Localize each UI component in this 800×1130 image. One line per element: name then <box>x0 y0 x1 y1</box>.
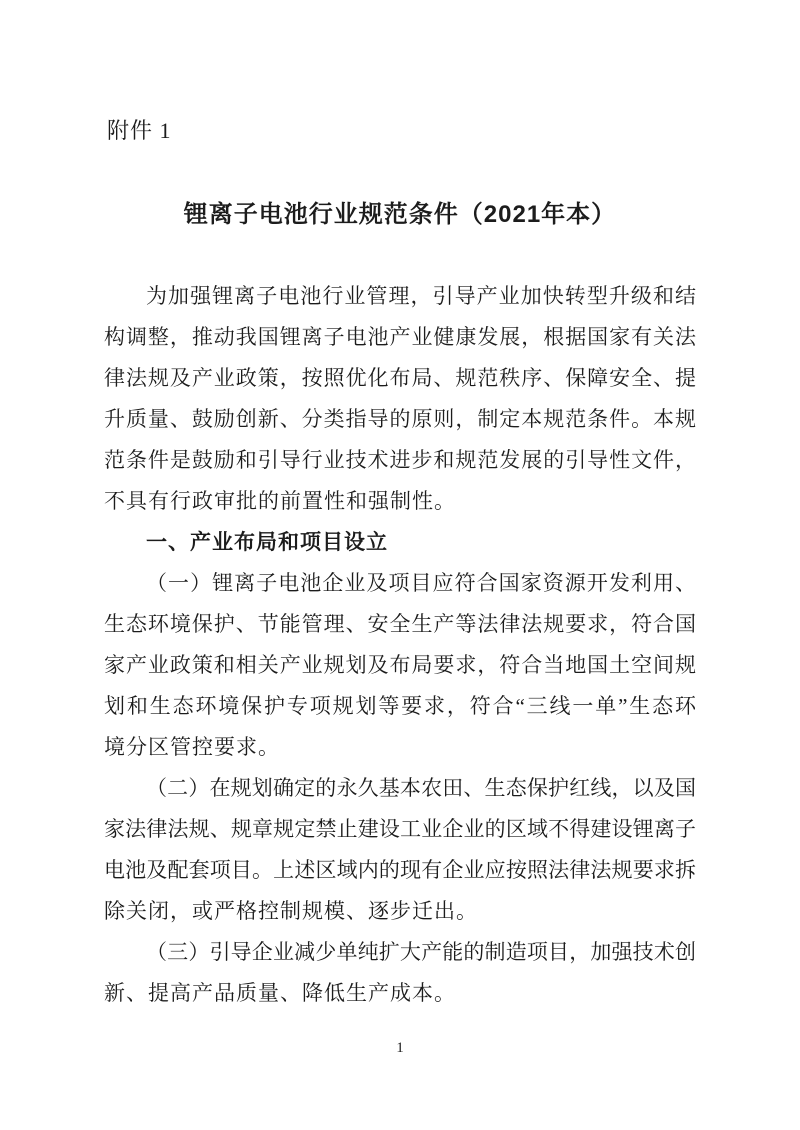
item2-paragraph-line: 电池及配套项目。上述区域内的现有企业应按照法律法规要求拆 <box>104 858 696 882</box>
page-number: 1 <box>396 1040 404 1056</box>
attachment-label: 附件 1 <box>107 118 172 143</box>
item2-paragraph-line: （二）在规划确定的永久基本农田、生态保护红线，以及国 <box>146 776 696 800</box>
item3-paragraph-line: （三）引导企业减少单纯扩大产能的制造项目，加强技术创 <box>146 940 696 964</box>
intro-paragraph-line: 构调整，推动我国锂离子电池产业健康发展，根据国家有关法 <box>104 325 696 349</box>
document-body <box>104 276 696 1014</box>
document-title: 锂离子电池行业规范条件（2021年本） <box>183 201 617 228</box>
intro-paragraph-line: 不具有行政审批的前置性和强制性。 <box>104 489 456 513</box>
item1-paragraph-line: 家产业政策和相关产业规划及布局要求，符合当地国土空间规 <box>104 653 696 677</box>
item2-paragraph-line: 除关闭，或严格控制规模、逐步迁出。 <box>104 899 478 923</box>
item3-paragraph-line: 新、提高产品质量、降低生产成本。 <box>104 981 456 1005</box>
intro-paragraph-line: 为加强锂离子电池行业管理，引导产业加快转型升级和结 <box>146 284 696 308</box>
item1-paragraph-line: 生态环境保护、节能管理、安全生产等法律法规要求，符合国 <box>104 612 696 636</box>
intro-paragraph-line: 范条件是鼓励和引导行业技术进步和规范发展的引导性文件， <box>104 448 696 472</box>
intro-paragraph-line: 升质量、鼓励创新、分类指导的原则，制定本规范条件。本规 <box>104 407 696 431</box>
item1-paragraph-line: 划和生态环境保护专项规划等要求，符合“三线一单”生态环 <box>104 694 696 718</box>
intro-paragraph-line: 律法规及产业政策，按照优化布局、规范秩序、保障安全、提 <box>104 366 696 390</box>
section-heading: 一、产业布局和项目设立 <box>146 531 388 554</box>
item2-paragraph-line: 家法律法规、规章规定禁止建设工业企业的区域不得建设锂离子 <box>104 817 696 841</box>
item1-paragraph-line: 境分区管控要求。 <box>104 735 280 759</box>
item1-paragraph-line: （一）锂离子电池企业及项目应符合国家资源开发利用、 <box>146 571 696 595</box>
